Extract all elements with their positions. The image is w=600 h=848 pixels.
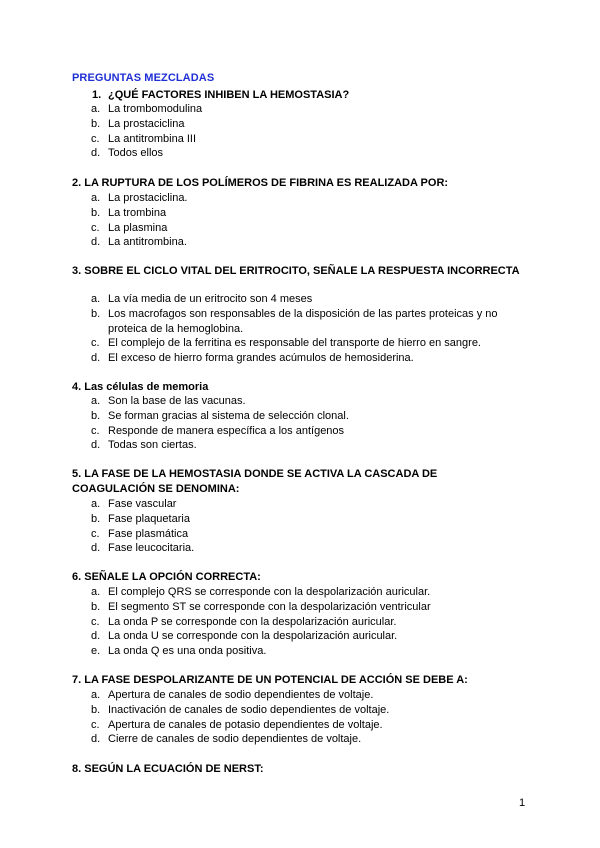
option	[91, 600, 521, 615]
option-letter: a.	[91, 192, 101, 204]
option-letter: c.	[91, 527, 100, 540]
option	[91, 541, 521, 556]
option-text: El segmento ST se corresponde con la despolarización ventricular	[108, 600, 431, 613]
option-letter: d.	[91, 439, 101, 452]
option-text: Responde de manera específica a los antígenos	[108, 424, 345, 437]
page-heading: PREGUNTAS MEZCLADAS	[72, 72, 215, 84]
question-number: 1.	[92, 89, 102, 101]
option-letter: b.	[91, 409, 101, 422]
option-text: Se forman gracias al sistema de selección clonal.	[108, 409, 349, 422]
option-letter: b.	[91, 206, 101, 219]
option	[91, 497, 521, 512]
option-text: La antitrombina III	[108, 132, 197, 145]
options-list-5	[91, 497, 521, 556]
option	[91, 206, 521, 221]
options-list-1	[91, 102, 521, 161]
option	[91, 732, 521, 747]
question-5: 5. LA FASE DE LA HEMOSTASIA DONDE SE ACTIVA LA CASCADA DE COAGULACIÓN SE DENOMINA:	[72, 468, 438, 495]
option	[91, 102, 521, 117]
option-letter: d.	[91, 630, 101, 643]
option-text: El complejo QRS se corresponde con la despolarización auricular.	[108, 586, 431, 598]
option-text: Fase plasmática	[108, 527, 189, 540]
option-letter: c.	[91, 718, 100, 731]
option	[91, 688, 521, 703]
question-6: 6. SEÑALE LA OPCIÓN CORRECTA:	[72, 571, 261, 583]
option-letter: b.	[91, 600, 101, 613]
option-text: La onda Q es una onda positiva.	[108, 645, 267, 658]
option	[91, 644, 521, 659]
option	[91, 117, 521, 132]
option	[91, 336, 521, 351]
option-letter: a.	[91, 498, 101, 510]
option	[91, 409, 521, 424]
option-letter: a.	[91, 395, 101, 407]
option-letter: d.	[91, 236, 101, 249]
question-3: 3. SOBRE EL CICLO VITAL DEL ERITROCITO, SEÑALE LA RESPUESTA INCORRECTA	[72, 265, 520, 277]
option	[91, 394, 521, 409]
option-letter: d.	[91, 352, 101, 365]
option-text: La trombomodulina	[108, 103, 203, 115]
option-letter: d.	[91, 147, 101, 160]
option-text: Son la base de las vacunas.	[108, 395, 246, 407]
question-1	[92, 88, 562, 103]
option	[91, 292, 521, 307]
option	[91, 307, 521, 337]
option-text: La onda U se corresponde con la despolarización auricular.	[108, 630, 398, 643]
option-text: La prostaciclina.	[108, 192, 188, 204]
option-letter: d.	[91, 542, 101, 555]
option	[91, 191, 521, 206]
option-text: Fase plaquetaria	[108, 512, 190, 525]
option	[91, 146, 521, 161]
option-text: La prostaciclina	[108, 117, 185, 130]
option-text: La onda P se corresponde con la despolarización auricular.	[108, 615, 397, 628]
option-letter: c.	[91, 132, 100, 145]
question-text: ¿QUÉ FACTORES INHIBEN LA HEMOSTASIA?	[108, 89, 350, 101]
option	[91, 629, 521, 644]
options-list-2	[91, 191, 521, 250]
option-text: La vía media de un eritrocito son 4 meses	[108, 293, 313, 305]
option-letter: a.	[91, 103, 101, 115]
option	[91, 615, 521, 630]
options-list-4	[91, 394, 521, 453]
option-text: La trombina	[108, 206, 167, 219]
option-text: Apertura de canales de sodio dependientes de voltaje.	[108, 689, 374, 701]
option	[91, 235, 521, 250]
option	[91, 221, 521, 236]
option-text: Inactivación de canales de sodio dependientes de voltaje.	[108, 703, 390, 716]
option-letter: c.	[91, 424, 100, 437]
option	[91, 527, 521, 542]
option	[91, 438, 521, 453]
option	[91, 424, 521, 439]
option-letter: a.	[91, 689, 101, 701]
option	[91, 132, 521, 147]
option-text: La antitrombina.	[108, 236, 187, 249]
option-text: La plasmina	[108, 221, 168, 234]
options-list-3	[91, 292, 521, 366]
option-text: El exceso de hierro forma grandes acúmulos de hemosiderina.	[108, 352, 414, 365]
option-letter: b.	[91, 117, 101, 130]
option-letter: b.	[91, 307, 101, 320]
options-list-6	[91, 585, 521, 659]
question-2: 2. LA RUPTURA DE LOS POLÍMEROS DE FIBRINA ES REALIZADA POR:	[72, 177, 449, 189]
option	[91, 351, 521, 366]
option-text: Cierre de canales de sodio dependientes de voltaje.	[108, 733, 362, 746]
question-8: 8. SEGÚN LA ECUACIÓN DE NERST:	[72, 763, 264, 775]
option-text: Todas son ciertas.	[108, 439, 197, 452]
options-list-7	[91, 688, 521, 747]
question-4: 4. Las células de memoria	[72, 381, 209, 393]
option-text: Todos ellos	[108, 147, 164, 160]
option-text: Apertura de canales de potasio dependientes de voltaje.	[108, 718, 383, 731]
option-letter: e.	[91, 645, 101, 658]
option	[91, 585, 521, 600]
option-letter: c.	[91, 221, 100, 234]
question-7: 7. LA FASE DESPOLARIZANTE DE UN POTENCIAL DE ACCIÓN SE DEBE A:	[72, 674, 468, 686]
option	[91, 718, 521, 733]
option	[91, 703, 521, 718]
page-number: 1	[519, 797, 526, 809]
option-text: Fase leucocitaria.	[108, 542, 195, 555]
option-text: Los macrofagos son responsables de la disposición de las partes proteicas y no proteica de la hemoglobina.	[108, 307, 498, 335]
option-letter: b.	[91, 703, 101, 716]
option	[91, 512, 521, 527]
option-letter: a.	[91, 586, 101, 598]
option-letter: a.	[91, 293, 101, 305]
option-letter: d.	[91, 733, 101, 746]
option-text: Fase vascular	[108, 498, 177, 510]
option-text: El complejo de la ferritina es responsable del transporte de hierro en sangre.	[108, 337, 481, 350]
option-letter: c.	[91, 615, 100, 628]
option-letter: b.	[91, 512, 101, 525]
option-letter: c.	[91, 337, 100, 350]
